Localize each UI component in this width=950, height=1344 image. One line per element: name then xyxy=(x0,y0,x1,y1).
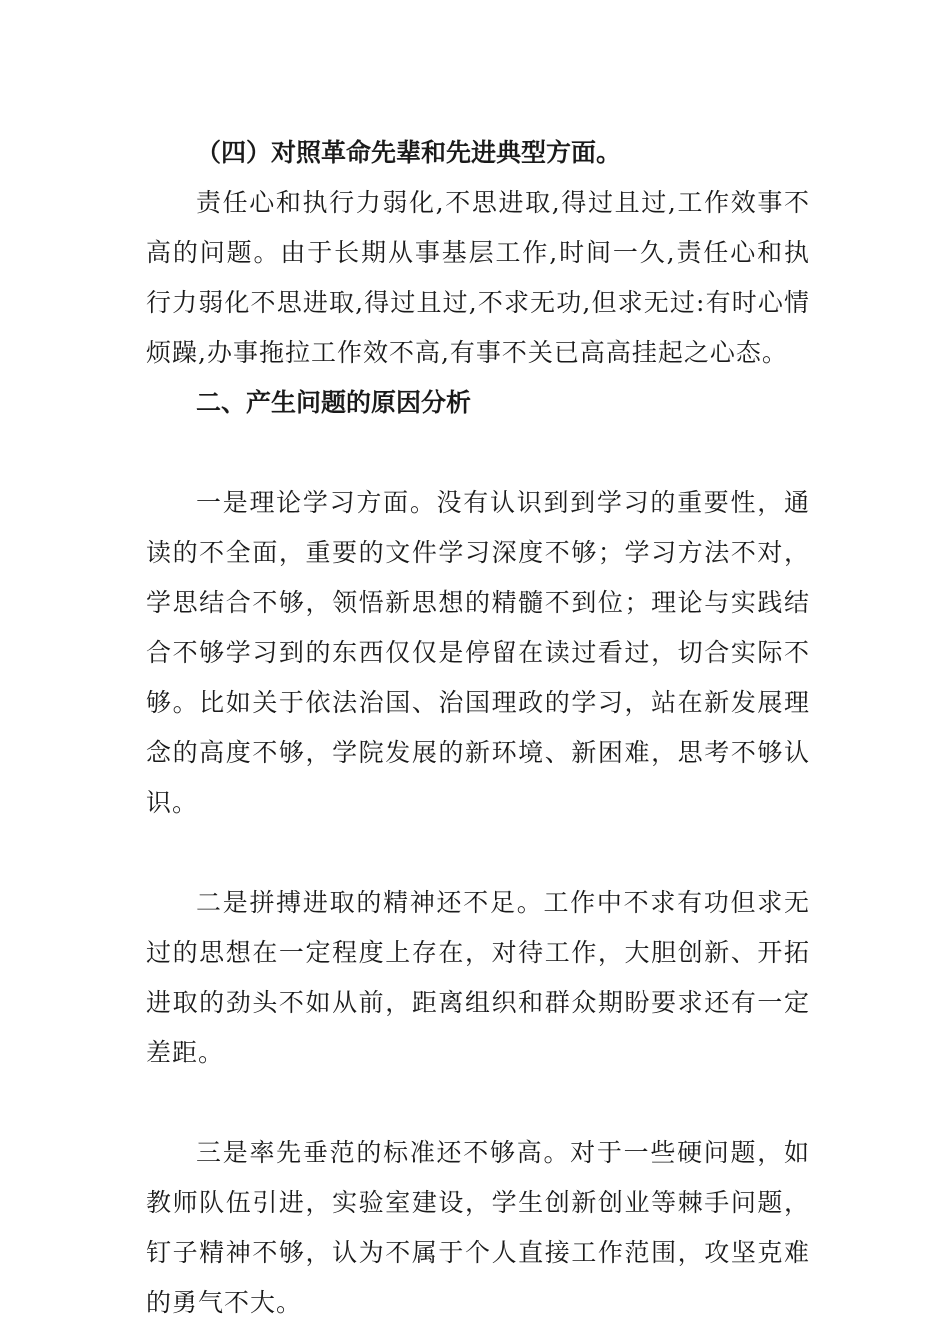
spacer xyxy=(146,1078,810,1128)
cause-paragraph-standard: 三是率先垂范的标准还不够高。对于一些硬问题，如教师队伍引进，实验室建设，学生创新创业等棘手问题，钉子精神不够，认为不属于个人直接工作范围，攻坚克难的勇气不大。 xyxy=(146,1138,810,1317)
section-two-heading: 二、产生问题的原因分析 xyxy=(196,388,472,417)
cause-paragraph-theory: 一是理论学习方面。没有认识到到学习的重要性，通读的不全面，重要的文件学习深度不够；学习方法不对，学思结合不够，领悟新思想的精髓不到位；理论与实践结合不够学习到的东西仅仅是停留在读过看过，切合实际不够。比如关于依法治国、治国理政的学习，站在新发展理念的高度不够，学院发展的新环境、新困难，思考不够认识。 xyxy=(146,488,810,817)
spacer xyxy=(146,828,810,878)
section-four-body: 责任心和执行力弱化,不思进取,得过且过,工作效事不高的问题。由于长期从事基层工作,时间一久,责任心和执行力弱化不思进取,得过且过,不求无功,但求无过:有时心情烦躁,办事拖拉工作效不高,有事不关已高高挂起之心态。 xyxy=(146,188,810,367)
section-four-heading: （四）对照革命先辈和先进典型方面。 xyxy=(196,138,622,167)
cause-paragraph-spirit: 二是拼搏进取的精神还不足。工作中不求有功但求无过的思想在一定程度上存在，对待工作，大胆创新、开拓进取的劲头不如从前，距离组织和群众期盼要求还有一定差距。 xyxy=(146,888,810,1067)
document-page xyxy=(146,128,810,1328)
spacer xyxy=(146,428,810,478)
